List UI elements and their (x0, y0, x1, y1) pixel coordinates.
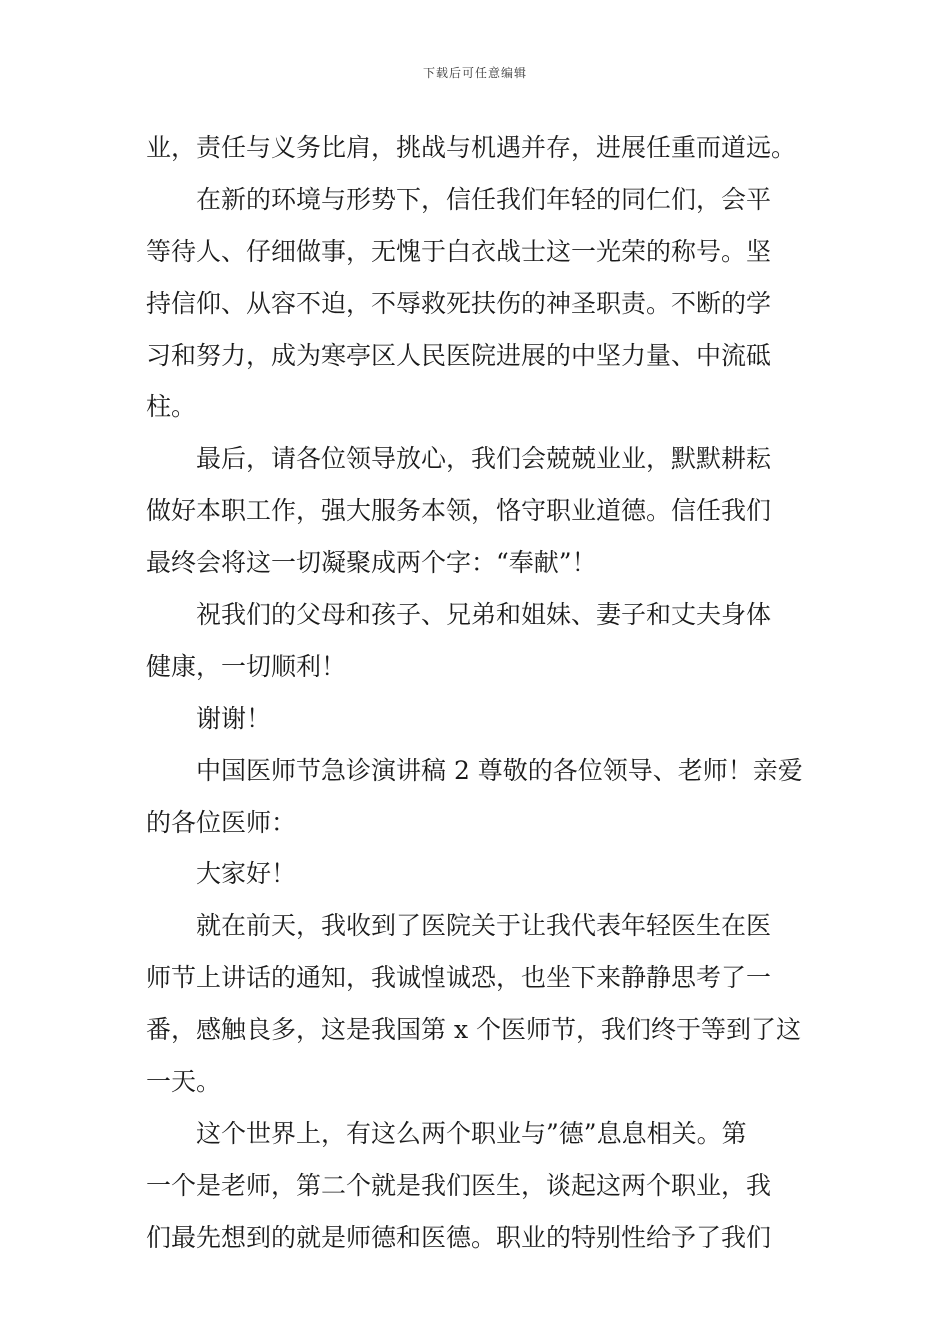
text-line: 业，责任与义务比肩，挑战与机遇并存，进展任重而道远。 (146, 133, 797, 162)
text-line: 番，感触良多，这是我国第 x 个医师节，我们终于等到了这 (146, 1015, 801, 1045)
text-line: 一天。 (146, 1067, 222, 1097)
text-line: 习和努力，成为寒亭区人民医院进展的中坚力量、中流砥 (146, 340, 772, 370)
document-body (146, 122, 814, 1264)
text-line: 最后，请各位领导放心，我们会兢兢业业，默默耕耘 (196, 444, 772, 474)
text-line: 最终会将这一切凝聚成两个字：“奉献”！ (146, 548, 597, 578)
text-line: 在新的环境与形势下，信任我们年轻的同仁们，会平 (196, 184, 772, 214)
text-line: 中国医师节急诊演讲稿 2 尊敬的各位领导、老师！亲爱 (196, 755, 803, 785)
text-line: 大家好！ (196, 859, 297, 889)
text-line: 柱。 (146, 392, 197, 422)
text-line: 谢谢！ (196, 703, 272, 733)
text-line: 做好本职工作，强大服务本领，恪守职业道德。信任我们 (146, 496, 772, 526)
text-line: 们最先想到的就是师德和医德。职业的特别性给予了我们 (146, 1222, 772, 1252)
page-header: 下载后可任意编辑 (422, 66, 527, 80)
text-line: 的各位医师： (146, 807, 297, 837)
text-line: 持信仰、从容不迫，不辱救死扶伤的神圣职责。不断的学 (146, 288, 772, 318)
text-line: 健康，一切顺利！ (146, 651, 347, 681)
text-line: 就在前天，我收到了医院关于让我代表年轻医生在医 (196, 911, 772, 941)
text-line: 等待人、仔细做事，无愧于白衣战士这一光荣的称号。坚 (146, 236, 772, 266)
text-line: 师节上讲话的通知，我诚惶诚恐，也坐下来静静思考了一 (146, 963, 772, 993)
text-line: 这个世界上，有这么两个职业与”德”息息相关。第 (196, 1118, 747, 1148)
text-line: 一个是老师，第二个就是我们医生，谈起这两个职业，我 (146, 1170, 772, 1200)
text-line: 祝我们的父母和孩子、兄弟和姐妹、妻子和丈夫身体 (196, 600, 772, 630)
